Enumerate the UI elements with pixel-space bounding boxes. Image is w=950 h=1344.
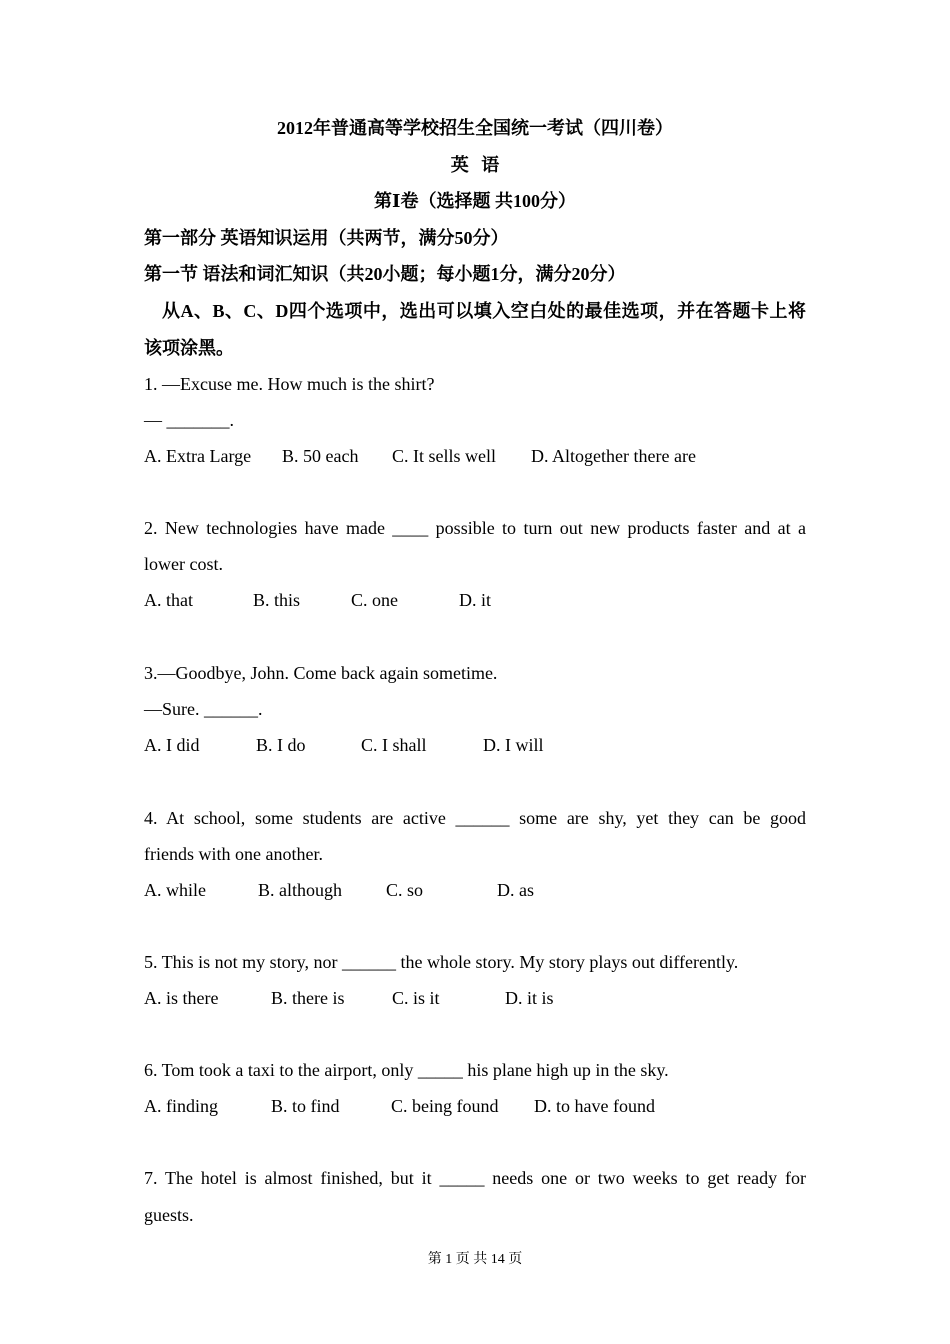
question-6-option-d: D. to have found	[534, 1096, 655, 1116]
question-6-option-c: C. being found	[391, 1096, 499, 1116]
question-2-option-b: B. this	[253, 590, 301, 610]
question-2-option-d: D. it	[459, 590, 492, 610]
question-4-option-d: D. as	[497, 880, 534, 900]
question-1-option-d: D. Altogether there are	[531, 446, 696, 466]
question-6-text: 6. Tom took a taxi to the airport, only _____ his plane high up in the sky.	[144, 1060, 669, 1080]
question-7-text: 7. The hotel is almost finished, but it _____ needs one or two weeks to get ready for	[144, 1168, 806, 1188]
question-3-option-b: B. I do	[256, 735, 306, 755]
question-1-option-b: B. 50 each	[282, 446, 359, 466]
question-4-text: 4. At school, some students are active ______ some are shy, yet they can be good	[144, 808, 806, 828]
question-4-option-c: C. so	[386, 880, 424, 900]
question-5-option-c: C. is it	[392, 988, 440, 1008]
question-2-text: 2. New technologies have made ____ possible to turn out new products faster and at a	[144, 518, 806, 538]
question-1-text: 1. —Excuse me. How much is the shirt?	[144, 374, 435, 394]
question-3-option-a: A. I did	[144, 735, 200, 755]
question-3-text: 3.—Goodbye, John. Come back again sometime.	[144, 663, 498, 683]
page-footer: 第 1 页 共 14 页	[427, 1252, 523, 1267]
question-5-option-b: B. there is	[271, 988, 345, 1008]
instruction-line-2: 该项涂黑。	[144, 338, 234, 358]
question-2-option-c: C. one	[351, 590, 398, 610]
question-5-option-a: A. is there	[144, 988, 219, 1008]
part-heading: 第一部分 英语知识运用（共两节，满分50分）	[144, 228, 509, 248]
question-3-option-c: C. I shall	[361, 735, 427, 755]
question-1-option-a: A. Extra Large	[144, 446, 252, 466]
question-4-option-a: A. while	[144, 880, 206, 900]
instruction-line-1: 从A、B、C、D四个选项中，选出可以填入空白处的最佳选项，并在答题卡上将	[162, 301, 806, 321]
question-5-option-d: D. it is	[505, 988, 554, 1008]
question-5-text: 5. This is not my story, nor ______ the whole story. My story plays out differently.	[144, 952, 739, 972]
question-1-option-c: C. It sells well	[392, 446, 496, 466]
question-2-text-cont: lower cost.	[144, 554, 223, 574]
question-6-option-a: A. finding	[144, 1096, 218, 1116]
question-1-answer-line: — _______.	[144, 410, 234, 430]
question-3-answer-line: —Sure. ______.	[144, 699, 263, 719]
question-3-option-d: D. I will	[483, 735, 544, 755]
volume-heading: 第Ⅰ卷（选择题 共100分）	[374, 191, 576, 211]
question-2-option-a: A. that	[144, 590, 193, 610]
question-4-option-b: B. although	[258, 880, 342, 900]
exam-title: 2012年普通高等学校招生全国统一考试（四川卷）	[277, 118, 673, 138]
section-heading: 第一节 语法和词汇知识（共20小题；每小题1分，满分20分）	[144, 264, 626, 284]
question-7-text-cont: guests.	[144, 1205, 194, 1225]
subject-title: 英 语	[450, 155, 500, 175]
question-4-text-cont: friends with one another.	[144, 844, 323, 864]
question-6-option-b: B. to find	[271, 1096, 340, 1116]
